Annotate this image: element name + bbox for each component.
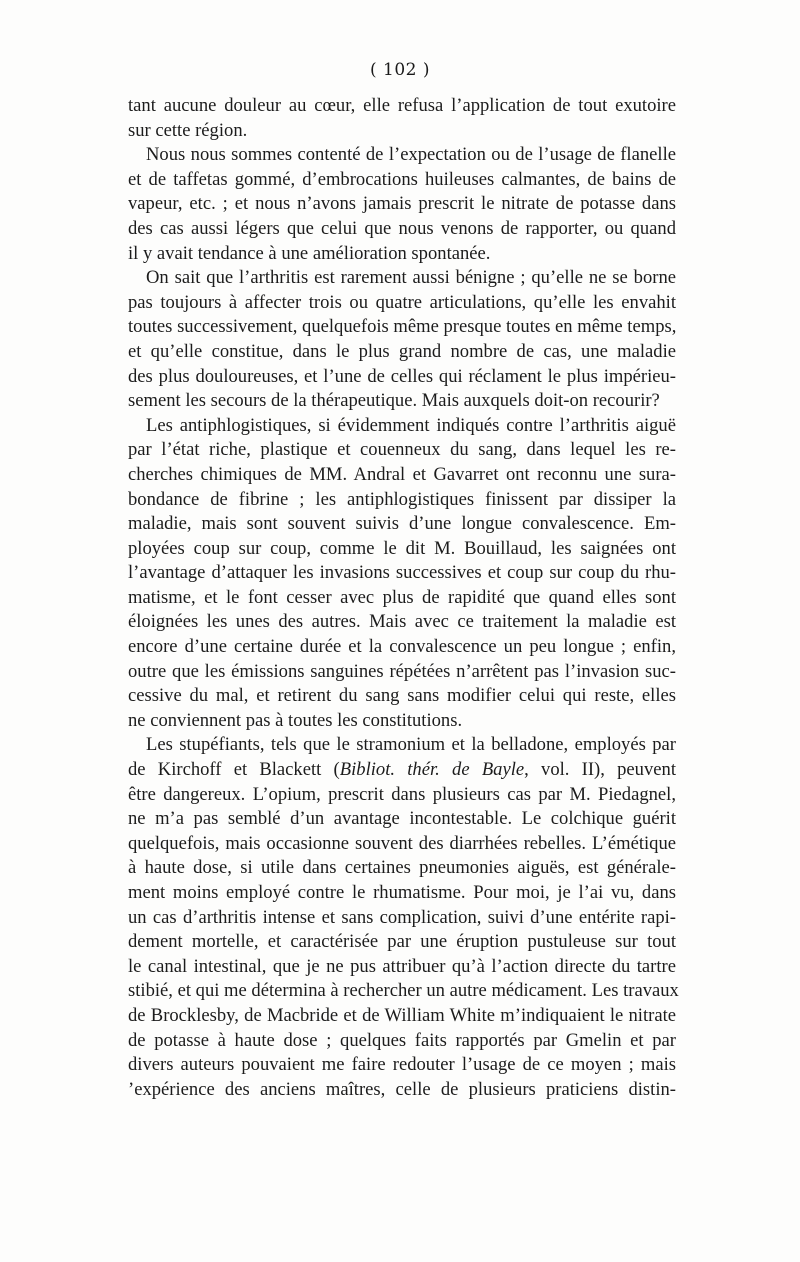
text-line: pas toujours à affecter trois ou quatre articulations, qu’elle les envahit [128,291,676,313]
text-line: ’expérience des anciens maîtres, celle de plusieurs praticiens distin- [128,1078,676,1100]
text-line: dement mortelle, et caractérisée par une éruption pustuleuse sur tout [128,931,676,953]
text-line: toutes successivement, quelquefois même presque toutes en même temps, [128,316,677,338]
text-line [128,758,676,783]
text-line: le canal intestinal, que je ne pus attribuer qu’à l’action directe du tartre [128,955,676,977]
text-line: des cas aussi légers que celui que nous venons de rapporter, ou quand [128,217,676,239]
text-line: quelquefois, mais occasionne souvent des diarrhées rebelles. L’émétique [128,832,676,854]
text-line: cherches chimiques de MM. Andral et Gavarret ont reconnu une sura- [128,463,676,485]
citation-italic: Bibliot. thér. de Bayle [339,759,525,781]
text-line: éloignées les unes des autres. Mais avec ce traitement la maladie est [128,611,676,633]
text-line: sur cette région. [128,119,248,141]
text-segment: de Kirchoff et Blackett ( [128,759,340,781]
text-line: bondance de fibrine ; les antiphlogistiques finissent par dissiper la [128,488,676,510]
text-line: On sait que l’arthritis est rarement aussi bénigne ; qu’elle ne se borne [146,267,676,289]
text-line: maladie, mais sont souvent suivis d’une longue convalescence. Em- [128,513,676,535]
text-line: ne m’a pas semblé d’un avantage incontestable. Le colchique guérit [128,808,676,830]
text-line: sement les secours de la thérapeutique. Mais auxquels doit-on recourir? [128,390,660,412]
text-line: Les stupéfiants, tels que le stramonium et la belladone, employés par [146,734,676,756]
text-line: des plus douloureuses, et l’une de celles qui réclament le plus impérieu- [128,365,676,387]
text-segment: , vol. II), peuvent [524,759,676,781]
text-line: Les antiphlogistiques, si évidemment indiqués contre l’arthritis aiguë [146,414,676,436]
text-line: matisme, et le font cesser avec plus de rapidité que quand elles sont [128,586,676,608]
text-line: Nous nous sommes contenté de l’expectation ou de l’usage de flanelle [146,144,676,166]
text-line: un cas d’arthritis intense et sans complication, suivi d’une entérite rapi- [128,906,676,928]
text-line: tant aucune douleur au cœur, elle refusa l’application de tout exutoire [128,95,676,116]
text-line: cessive du mal, et retirent du sang sans modifier celui qui reste, elles [128,685,676,707]
text-line: de potasse à haute dose ; quelques faits rapportés par Gmelin et par [128,1029,676,1051]
text-line: ne conviennent pas à toutes les constitutions. [128,709,463,731]
text-line: et de taffetas gommé, d’embrocations huileuses calmantes, de bains de [128,168,676,190]
text-line: ployées coup sur coup, comme le dit M. Bouillaud, les saignées ont [128,537,676,559]
text-line: l’avantage d’attaquer les invasions successives et coup sur coup du rhu- [128,562,676,584]
text-line: ment moins employé contre le rhumatisme. Pour moi, je l’ai vu, dans [128,882,676,903]
page-number: ( 102 ) [369,60,431,80]
text-line: être dangereux. L’opium, prescrit dans plusieurs cas par M. Piedagnel, [128,783,676,805]
text-line: et qu’elle constitue, dans le plus grand nombre de cas, une maladie [128,340,676,362]
text-line: vapeur, etc. ; et nous n’avons jamais prescrit le nitrate de potasse dans [128,193,676,215]
text-line: par l’état riche, plastique et couenneux du sang, dans lequel les re- [128,439,676,461]
text-line: il y avait tendance à une amélioration spontanée. [128,242,491,264]
text-line: divers auteurs pouvaient me faire redouter l’usage de ce moyen ; mais [128,1054,676,1076]
text-line: à haute dose, si utile dans certaines pneumonies aiguës, est générale- [128,857,676,879]
body-text [128,94,679,1102]
text-line: encore d’une certaine durée et la convalescence un peu longue ; enfin, [128,636,676,658]
text-line: stibié, et qui me détermina à rechercher un autre médicament. Les travaux [128,980,679,1002]
text-line: outre que les émissions sanguines répétées n’arrêtent pas l’invasion suc- [128,660,676,682]
text-line: de Brocklesby, de Macbride et de William White m’indiquaient le nitrate [128,1004,676,1026]
